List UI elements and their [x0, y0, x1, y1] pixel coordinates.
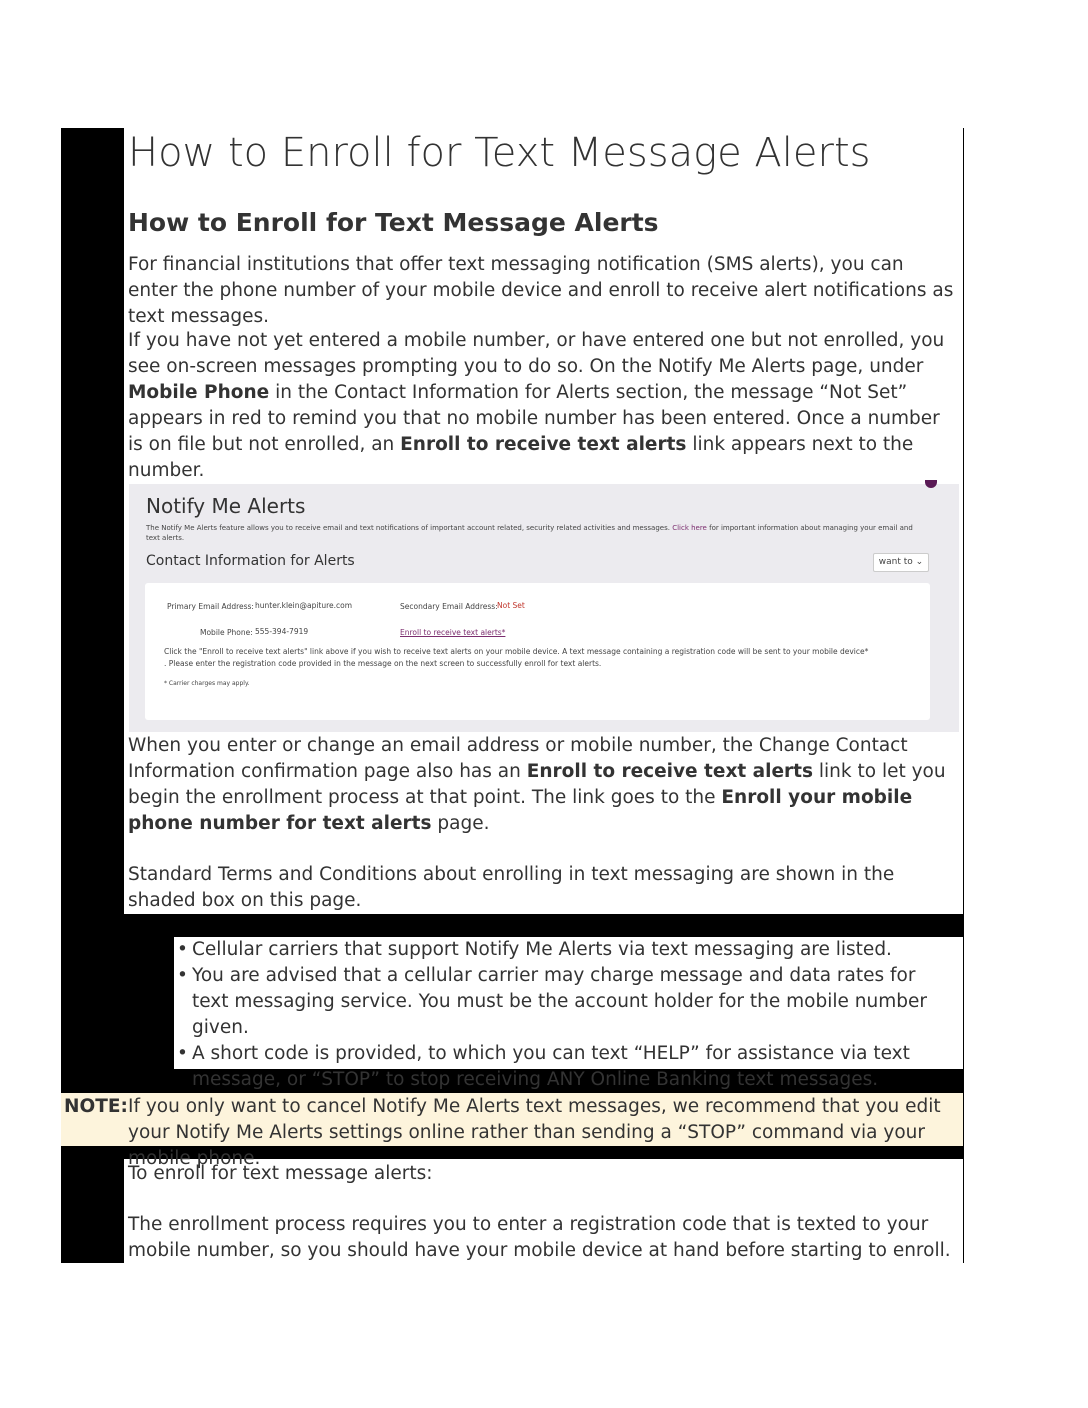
terms-bullet-list — [174, 937, 963, 1090]
contact-info-heading: Contact Information for Alerts — [146, 553, 355, 569]
profile-dot-icon — [925, 480, 937, 488]
list-item: • You are advised that a cellular carrier may charge message and data rates for text messaging service. You must be the account holder for the mobile number given. — [174, 963, 952, 1041]
right-border-line — [963, 128, 964, 1263]
click-here-link[interactable]: Click here — [672, 524, 707, 532]
not-set-paragraph: If you have not yet entered a mobile number, or have entered one but not enrolled, you see on-screen messages prompting you to do so. On the Notify Me Alerts page, under Mobile Phone in the Contact Information for Alerts section, the message “Not Set” appears in red to remind you that no mobile number has been entered. Once a number is on file but not enrolled, an Enroll to receive text alerts link appears next to the number. — [128, 330, 945, 481]
note-text: If you only want to cancel Notify Me Alerts text messages, we recommend that you edit your Notify Me Alerts settings online rather than sending a “STOP” command via your mobile phone. — [128, 1096, 941, 1169]
instruction-line-2: . Please enter the registration code provided in the message on the next screen to successfully enroll for text alerts. — [164, 659, 602, 668]
chevron-down-icon: ⌄ — [912, 557, 924, 567]
black-band-1 — [124, 914, 963, 937]
notify-me-alerts-screenshot — [129, 484, 959, 732]
page-title: How to Enroll for Text Message Alerts — [128, 130, 871, 176]
mobile-phone-value: 555-394-7919 — [255, 627, 309, 636]
intro-paragraph: For financial institutions that offer text messaging notification (SMS alerts), you can enter the phone number of your mobile device and enroll to receive alert notifications as text messages. — [128, 254, 954, 327]
note-label: NOTE: — [64, 1096, 128, 1117]
enrollment-requirement-paragraph: The enrollment process requires you to enter a registration code that is texted to your mobile number, so you should have your mobile device at hand before starting to enroll. — [128, 1214, 951, 1261]
carrier-footnote: * Carrier charges may apply. — [164, 680, 250, 687]
enroll-text-alerts-link[interactable]: Enroll to receive text alerts* — [400, 628, 506, 637]
primary-email-label: Primary Email Address: — [167, 602, 254, 611]
secondary-email-label: Secondary Email Address: — [400, 602, 498, 611]
screenshot-heading: Notify Me Alerts — [146, 494, 306, 518]
secondary-email-value: Not Set — [497, 601, 525, 610]
screenshot-description: The Notify Me Alerts feature allows you to receive email and text notifications of important account related, security related activities and messages. Click here for important information about managing your email and text alerts. — [146, 524, 913, 542]
primary-email-value: hunter.klein@apiture.com — [255, 601, 353, 610]
section-heading: How to Enroll for Text Message Alerts — [128, 208, 659, 237]
change-contact-paragraph: When you enter or change an email address or mobile number, the Change Contact Information confirmation page also has an Enroll to receive text alerts link to let you begin the enrollment process at that point. The link goes to the Enroll your mobile phone number for text alerts page. — [128, 735, 946, 834]
contact-info-card — [145, 583, 930, 720]
terms-paragraph: Standard Terms and Conditions about enrolling in text messaging are shown in the shaded box on this page. — [128, 864, 895, 911]
instruction-line-1: Click the "Enroll to receive text alerts" link above if you wish to receive text alerts on your mobile device. A text message containing a registration code will be sent to your mobile device* — [164, 647, 869, 656]
mobile-phone-label: Mobile Phone: — [200, 628, 253, 637]
want-to-dropdown[interactable]: want to ⌄ — [873, 553, 929, 572]
list-item: • A short code is provided, to which you can text “HELP” for assistance via text message, or “STOP” to stop receiving ANY Online Banking text messages. — [174, 1041, 952, 1093]
note-callout — [61, 1093, 963, 1169]
black-band-bullet-indent — [124, 937, 174, 1069]
list-item: • Cellular carriers that support Notify Me Alerts via text messaging are listed. — [174, 937, 952, 963]
enroll-steps-intro: To enroll for text message alerts: — [128, 1163, 433, 1184]
